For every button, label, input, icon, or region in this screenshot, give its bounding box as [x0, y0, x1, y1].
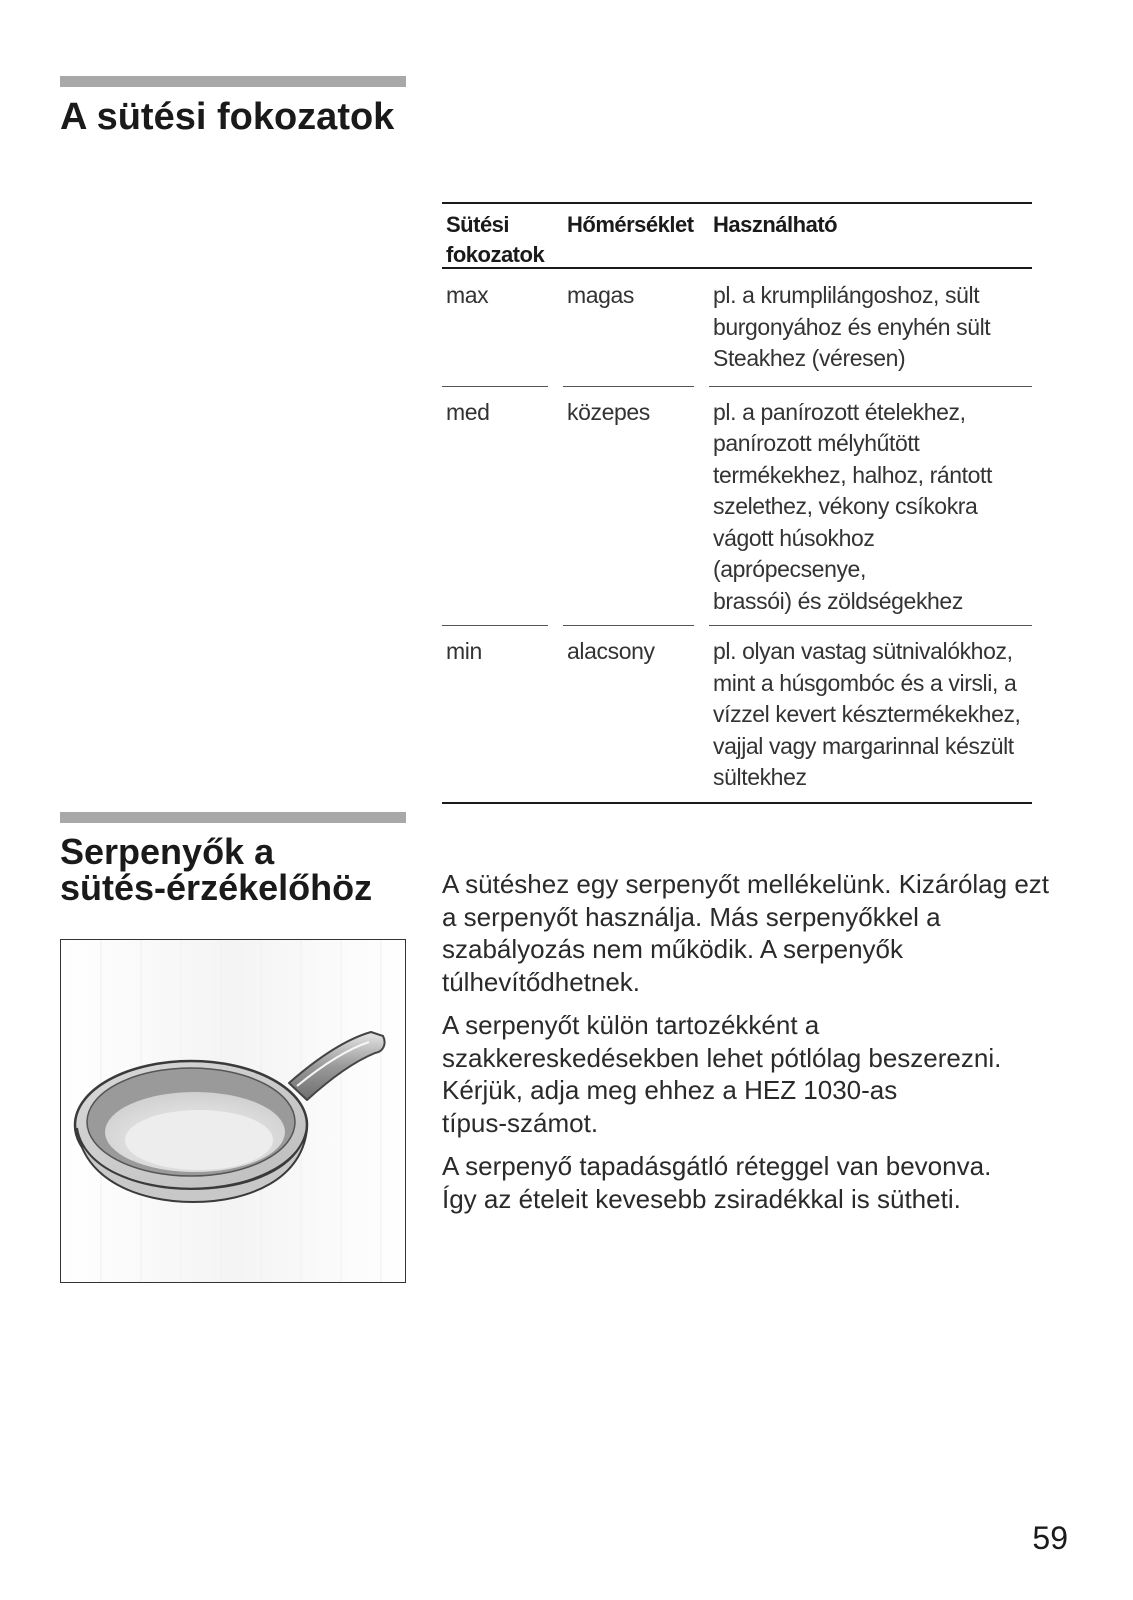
table-bottom-rule — [442, 802, 1032, 804]
usage-line: szelethez, vékony csíkokra — [713, 493, 978, 519]
cell-level: max — [446, 282, 489, 308]
cell-temperature: magas — [567, 282, 635, 308]
paragraph-line: A serpenyő tapadásgátló réteggel van bevonva. — [442, 1151, 992, 1181]
header-level-line-2: fokozatok — [446, 242, 545, 267]
usage-line: termékekhez, halhoz, rántott — [713, 461, 993, 488]
header-usage: Használható — [713, 212, 838, 237]
paragraph-line: A serpenyőt külön tartozékként a — [442, 1010, 820, 1040]
paragraph-line: A sütéshez egy serpenyőt mellékelünk. Kizárólag ezt — [442, 869, 1050, 899]
usage-line: burgonyához és enyhén sült — [713, 313, 991, 340]
page-number: 59 — [1032, 1520, 1068, 1556]
cell-usage — [709, 397, 1032, 618]
baking-levels-table — [442, 202, 1032, 804]
paragraph — [442, 1009, 1082, 1139]
usage-line: vajjal vagy margarinnal készült — [713, 732, 1014, 759]
paragraph-line: Kérjük, adja meg ehhez a HEZ 1030-as — [442, 1075, 898, 1105]
table-row — [442, 269, 1032, 386]
paragraph-line: szakkereskedésekben lehet pótlólag beszerezni. — [442, 1042, 1002, 1073]
section-rule-pans — [60, 812, 406, 823]
usage-line: vágott húsokhoz (aprópecsenye, — [713, 524, 875, 582]
section-title-pans — [60, 831, 373, 908]
paragraph-line: szabályozás nem működik. A serpenyők — [442, 934, 904, 964]
usage-line: pl. a krumplilángoshoz, sült — [713, 282, 980, 308]
section-title-line: sütés-érzékelőhöz — [60, 867, 373, 908]
usage-line: vízzel kevert késztermékekhez, — [713, 701, 1021, 727]
section-title-line: Serpenyők a — [60, 831, 275, 872]
section-title-baking-levels: A sütési fokozatok — [60, 96, 395, 138]
pans-description — [442, 868, 1082, 1226]
paragraph-line: túlhevítődhetnek. — [442, 966, 641, 997]
cell-level: med — [446, 398, 490, 425]
frying-pan-figure — [60, 939, 406, 1283]
usage-line: Steakhez (véresen) — [713, 345, 906, 371]
usage-line: pl. olyan vastag sütnivalókhoz, — [713, 638, 1013, 664]
paragraph-line: típus-számot. — [442, 1107, 599, 1138]
section-rule-top — [60, 76, 406, 87]
usage-line: sültekhez — [713, 764, 807, 790]
header-level-line-1: Sütési — [446, 212, 510, 237]
table-row — [442, 625, 1032, 802]
table-row — [442, 386, 1032, 626]
cell-usage — [709, 280, 1032, 375]
usage-line: pl. a panírozott ételekhez, — [713, 398, 966, 425]
paragraph-line: a serpenyőt használja. Más serpenyőkkel a — [442, 901, 941, 932]
header-temperature: Hőmérséklet — [567, 212, 694, 237]
frying-pan-icon — [61, 940, 405, 1282]
usage-line: panírozott mélyhűtött — [713, 430, 920, 456]
cell-temperature: alacsony — [567, 638, 655, 664]
paragraph-line: Így az ételeit kevesebb zsiradékkal is sütheti. — [442, 1183, 961, 1214]
cell-level: min — [446, 638, 482, 664]
paragraph — [442, 1150, 1082, 1215]
paragraph — [442, 868, 1082, 998]
cell-usage — [709, 636, 1032, 794]
usage-line: mint a húsgombóc és a virsli, a — [713, 669, 1017, 696]
cell-temperature: közepes — [567, 398, 650, 425]
header-level — [442, 210, 563, 267]
table-header-row — [442, 204, 1032, 269]
usage-line: brassói) és zöldségekhez — [713, 587, 963, 614]
